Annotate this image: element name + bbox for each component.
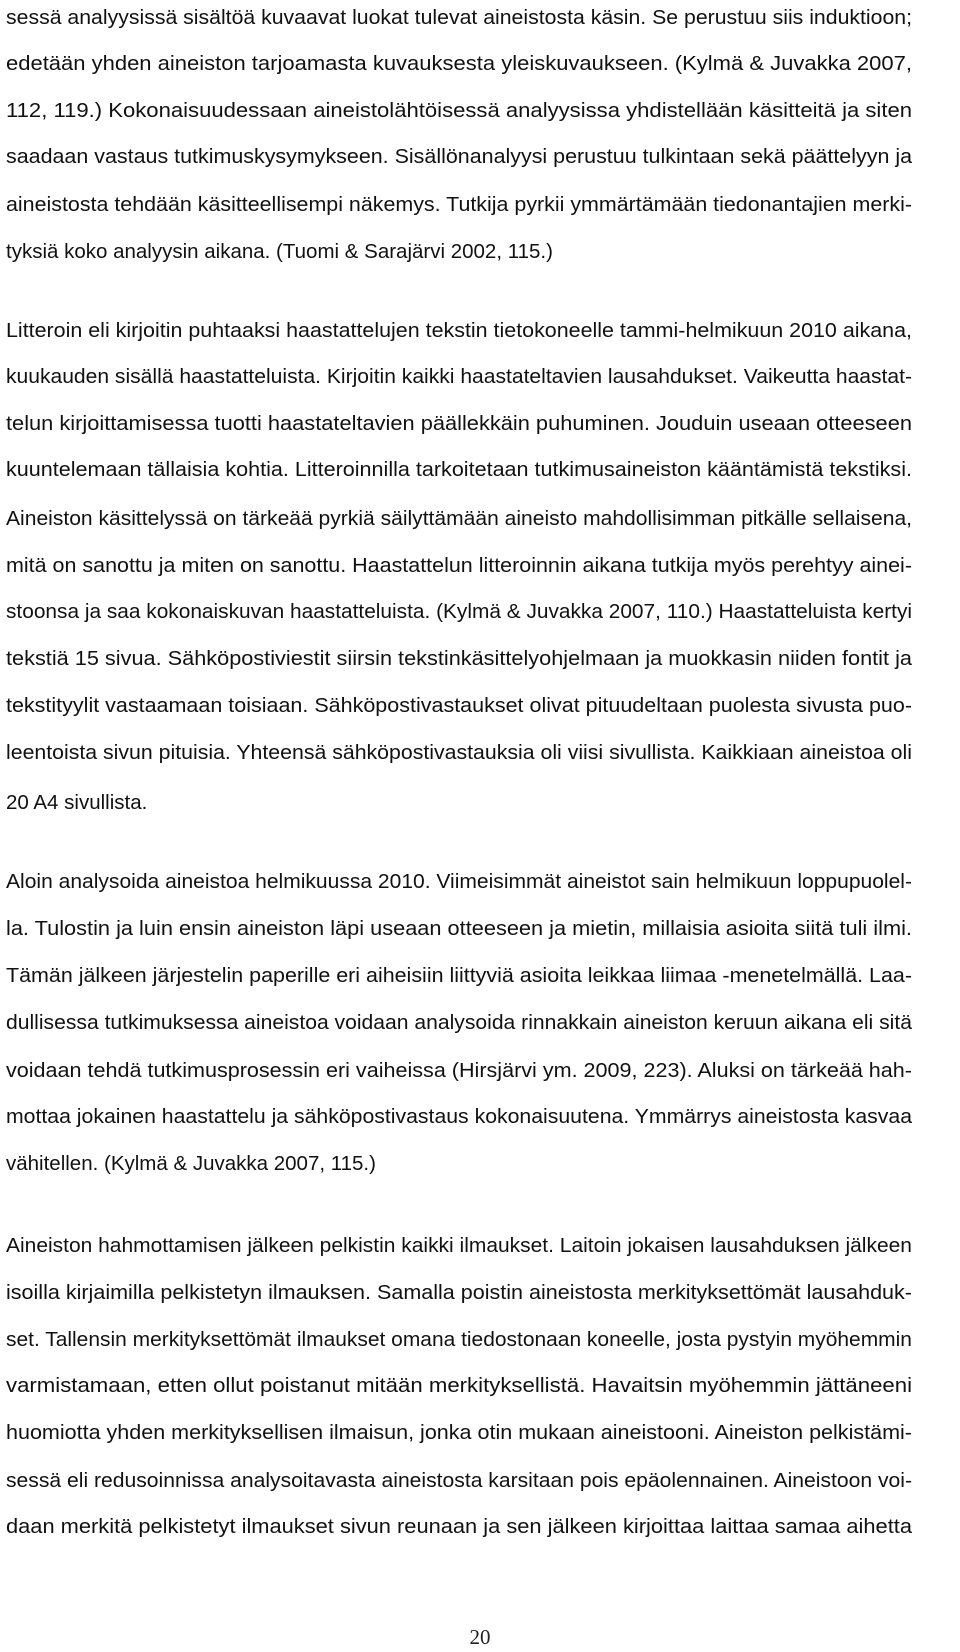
text-line-content: mitä on sanottu ja miten on sanottu. Haastattelun litteroinnin aikana tutkija myös perehtyy ainei- [6, 554, 912, 577]
text-line [0, 312, 960, 350]
text-line [0, 138, 960, 176]
text-line-content: voidaan tehdä tutkimusprosessin eri vaiheissa (Hirsjärvi ym. 2009, 223). Aluksi on tärkeää hah- [6, 1059, 912, 1082]
text-line [0, 233, 960, 271]
text-line-content: kuuntelemaan tällaisia kohtia. Litteroinnilla tarkoitetaan tutkimusaineiston kääntämistä tekstiksi. [6, 458, 912, 481]
text-line-content: set. Tallensin merkityksettömät ilmaukset omana tiedostonaan koneelle, josta pystyin myöhemmin [6, 1328, 912, 1351]
text-line [0, 92, 960, 130]
text-line [0, 593, 960, 631]
text-line [0, 0, 960, 37]
text-line-content: Litteroin eli kirjoitin puhtaaksi haastattelujen tekstin tietokoneelle tammi-helmikuun 2010 aikana, [6, 319, 912, 342]
text-line-content: tekstityylit vastaamaan toisiaan. Sähköpostivastaukset olivat pituudeltaan puolesta sivusta puo- [6, 694, 913, 717]
text-line-content: Aineiston hahmottamisen jälkeen pelkistin kaikki ilmaukset. Laitoin jokaisen lausahduksen jälkeen [6, 1234, 912, 1257]
text-line-content: edetään yhden aineiston tarjoamasta kuvauksesta yleiskuvaukseen. (Kylmä & Juvakka 2007, [6, 52, 912, 75]
text-line [0, 1508, 960, 1546]
text-line-content: vähitellen. (Kylmä & Juvakka 2007, 115.) [6, 1152, 376, 1175]
text-line [0, 405, 960, 443]
text-line-content: isoilla kirjaimilla pelkistetyn ilmauksen. Samalla poistin aineistosta merkityksettömät lausahduk- [6, 1281, 912, 1304]
text-line [0, 45, 960, 83]
text-line-content: 20 A4 sivullista. [6, 791, 148, 814]
text-line-content: Tämän jälkeen järjestelin paperille eri aiheisiin liittyviä asioita leikkaa liimaa -menetelmällä. Laa- [6, 964, 912, 987]
text-line-content: varmistamaan, etten ollut poistanut mitään merkityksellistä. Havaitsin myöhemmin jättäneeni [6, 1374, 913, 1397]
text-line-content: la. Tulostin ja luin ensin aineiston läpi useaan otteeseen ja mietin, millaisia asioita siitä tuli ilmi. [6, 917, 912, 940]
text-line [0, 1098, 960, 1136]
text-line-content: telun kirjoittamisessa tuotti haastateltavien päällekkäin puhuminen. Jouduin useaan otteeseen [6, 412, 912, 435]
text-line [0, 1321, 960, 1359]
text-line [0, 358, 960, 396]
text-line-content: kuukauden sisällä haastatteluista. Kirjoitin kaikki haastateltavien lausahdukset. Vaikeutta haastat- [6, 365, 912, 388]
text-line [0, 784, 960, 822]
text-line-content: huomiotta yhden merkityksellisen ilmaisun, jonka otin mukaan aineistooni. Aineiston pelkistämi- [6, 1421, 912, 1444]
text-line [0, 547, 960, 585]
text-line-content: 112, 119.) Kokonaisuudessaan aineistolähtöisessä analyysissa yhdistellään käsitteitä ja siten [6, 99, 913, 122]
text-line [0, 910, 960, 948]
text-line [0, 1414, 960, 1452]
text-line [0, 1227, 960, 1265]
text-line [0, 500, 960, 538]
text-line [0, 734, 960, 772]
text-line [0, 186, 960, 224]
text-line [0, 687, 960, 725]
text-line-content: Aloin analysoida aineistoa helmikuussa 2010. Viimeisimmät aineistot sain helmikuun loppupuolel- [6, 870, 912, 893]
text-line-content: tekstiä 15 sivua. Sähköpostiviestit siirsin tekstinkäsittelyohjelmaan ja muokkasin niiden fontit ja [6, 647, 912, 670]
text-line [0, 1462, 960, 1500]
page-number: 20 [469, 1625, 491, 1649]
text-line [0, 1052, 960, 1090]
text-line [0, 863, 960, 901]
text-line-content: sessä eli redusoinnissa analysoitavasta aineistosta karsitaan pois epäolennainen. Aineistoon voi- [6, 1469, 912, 1492]
text-line [0, 451, 960, 489]
text-line [0, 640, 960, 678]
text-line-content: saadaan vastaus tutkimuskysymykseen. Sisällönanalyysi perustuu tulkintaan sekä päättelyyn ja [6, 145, 913, 168]
text-line-content: dullisessa tutkimuksessa aineistoa voidaan analysoida rinnakkain aineiston keruun aikana eli sitä [6, 1011, 912, 1034]
text-line-content: sessä analyysissä sisältöä kuvaavat luokat tulevat aineistosta käsin. Se perustuu siis induktioon; [6, 6, 913, 29]
text-line-content: daan merkitä pelkistetyt ilmaukset sivun reunaan ja sen jälkeen kirjoittaa laittaa samaa aihetta [6, 1515, 913, 1538]
text-line-content: mottaa jokainen haastattelu ja sähköpostivastaus kokonaisuutena. Ymmärrys aineistosta kasvaa [6, 1105, 913, 1128]
text-line [0, 1274, 960, 1312]
text-line-content: tyksiä koko analyysin aikana. (Tuomi & Sarajärvi 2002, 115.) [6, 240, 553, 263]
text-line [0, 1367, 960, 1405]
text-line-content: leentoista sivun pituisia. Yhteensä sähköpostivastauksia oli viisi sivullista. Kaikkiaan aineistoa oli [6, 741, 912, 764]
text-line-content: Aineiston käsittelyssä on tärkeää pyrkiä säilyttämään aineisto mahdollisimman pitkälle sellaisena, [6, 507, 913, 530]
text-line [0, 957, 960, 995]
text-line-content: stoonsa ja saa kokonaiskuvan haastatteluista. (Kylmä & Juvakka 2007, 110.) Haastatteluista kertyi [6, 600, 913, 623]
text-line [0, 1145, 960, 1183]
text-line-content: aineistosta tehdään käsitteellisempi näkemys. Tutkija pyrkii ymmärtämään tiedonantajien merki- [6, 193, 913, 216]
text-line [0, 1004, 960, 1042]
